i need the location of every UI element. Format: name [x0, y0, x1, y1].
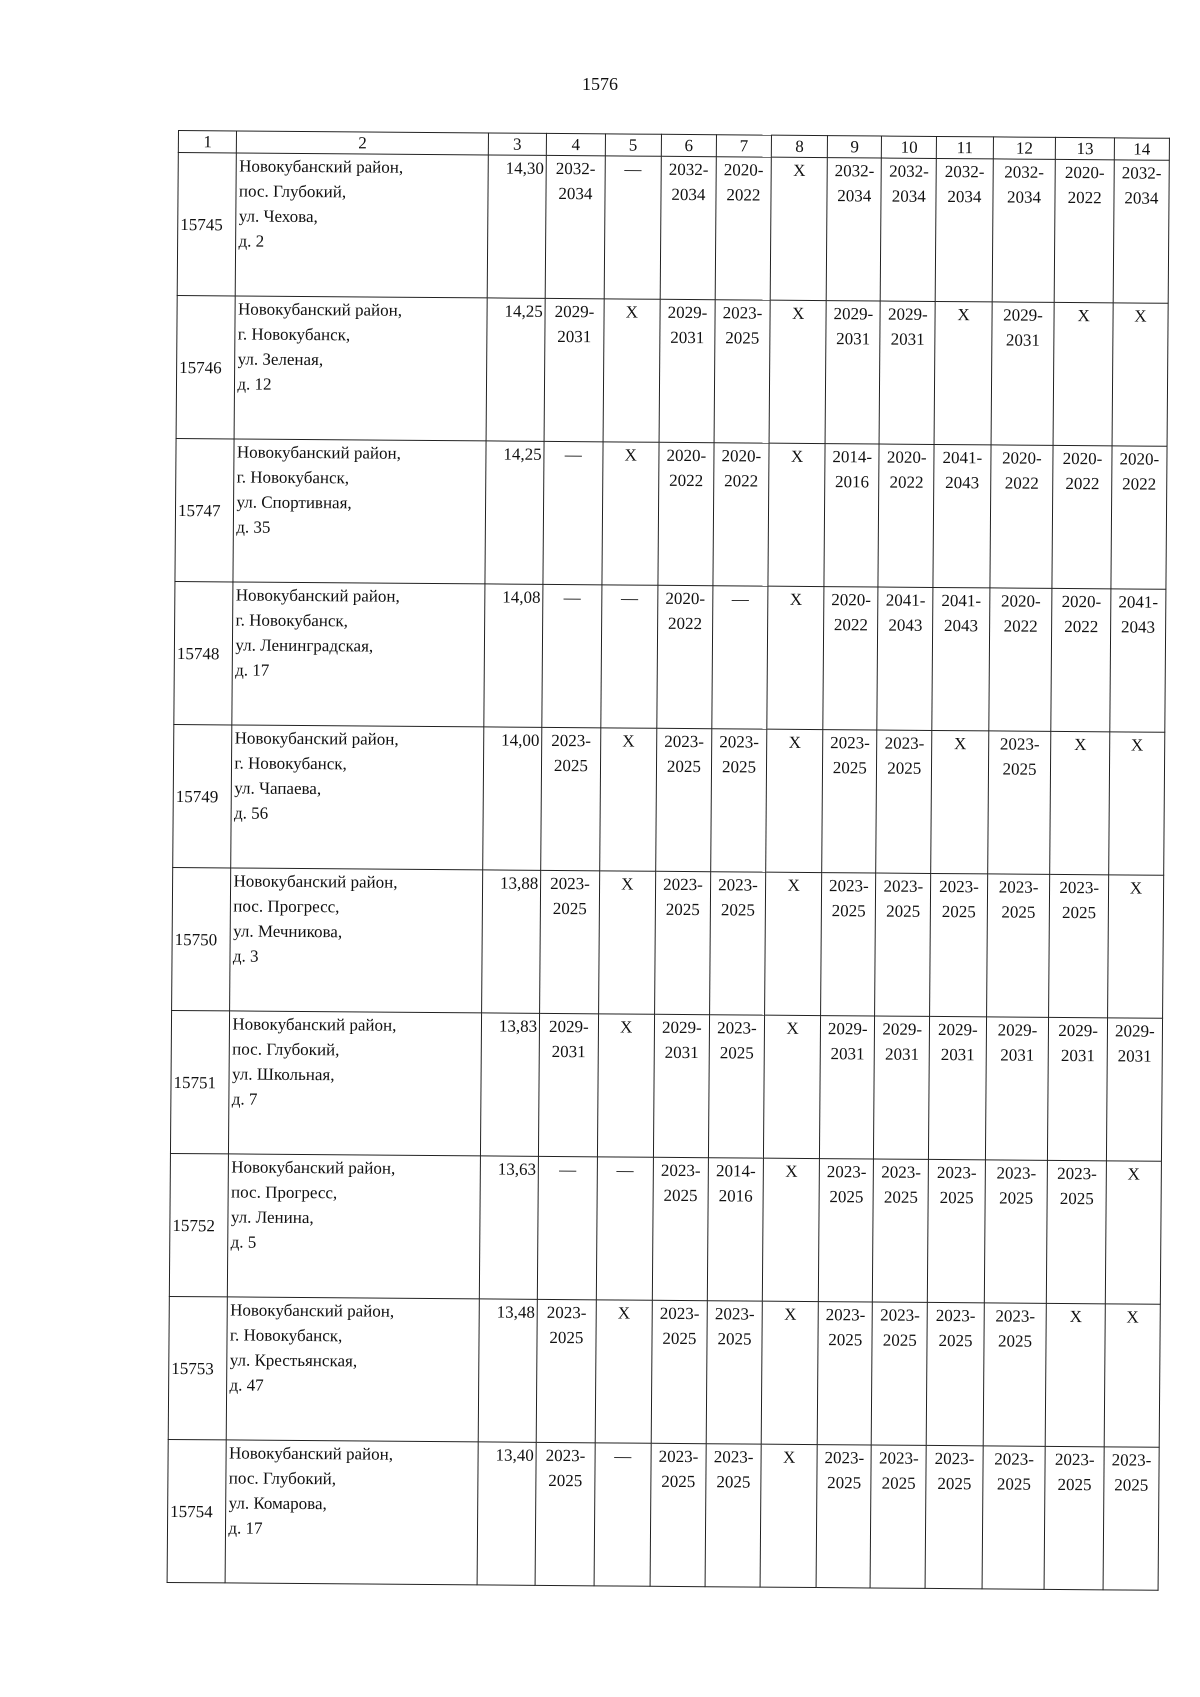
- period-cell-col-4: —: [543, 441, 603, 584]
- period-cell-col-7: 2023- 2025: [706, 1301, 762, 1444]
- address-line: ул. Ленинградская,: [235, 635, 374, 656]
- period-cell-col-10: 2041- 2043: [877, 587, 933, 730]
- period-cell-col-11: X: [931, 730, 988, 873]
- value-cell: 13,88: [481, 870, 541, 1013]
- period-cell-col-11: 2041- 2043: [933, 444, 990, 587]
- column-header-8: 8: [771, 135, 827, 157]
- period-cell-col-14: 2020- 2022: [1111, 446, 1167, 589]
- value-cell: 14,25: [485, 441, 545, 584]
- address-line: Новокубанский район,: [236, 442, 401, 463]
- period-cell-col-7: 2023- 2025: [714, 300, 770, 443]
- period-cell-col-12: 2020- 2022: [988, 588, 1052, 731]
- address-line: ул. Зеленая,: [237, 349, 324, 370]
- period-cell-col-5: X: [599, 728, 656, 871]
- period-cell-col-12: 2020- 2022: [990, 445, 1054, 588]
- period-cell-col-13: 2023- 2025: [1044, 1446, 1104, 1589]
- table-row: [175, 438, 1167, 589]
- period-cell-col-9: 2029- 2031: [820, 1016, 875, 1159]
- address-line: пос. Глубокий,: [238, 181, 347, 202]
- table-row: [177, 153, 1169, 304]
- period-cell-col-4: 2023- 2025: [540, 870, 600, 1013]
- period-cell-col-8: X: [770, 157, 827, 300]
- table-row: [168, 1296, 1160, 1447]
- period-cell-col-4: 2023- 2025: [536, 1299, 596, 1442]
- column-header-5: 5: [605, 134, 661, 156]
- address-line: д. 56: [233, 803, 269, 823]
- address-line: ул. Чехова,: [238, 206, 318, 227]
- column-header-2: 2: [237, 131, 488, 155]
- period-cell-col-6: 2023- 2025: [656, 728, 712, 871]
- address-cell: [230, 868, 482, 1013]
- period-cell-col-5: X: [598, 871, 655, 1014]
- period-cell-col-10: 2020- 2022: [878, 444, 934, 587]
- address-line: г. Новокубанск,: [229, 1325, 343, 1346]
- page-number: 1576: [582, 74, 618, 94]
- period-cell-col-12: 2023- 2025: [983, 1303, 1047, 1446]
- address-line: д. 3: [232, 946, 259, 966]
- period-cell-col-11: 2032- 2034: [936, 158, 993, 301]
- address-line: ул. Крестьянская,: [229, 1350, 358, 1371]
- address-cell: [232, 582, 484, 727]
- address-line: пос. Прогресс,: [233, 896, 340, 917]
- period-cell-col-6: 2023- 2025: [650, 1443, 706, 1586]
- value-cell: 14,25: [486, 298, 546, 441]
- period-cell-col-7: 2020- 2022: [715, 157, 771, 300]
- period-cell-col-7: —: [712, 586, 768, 729]
- period-cell-col-12: 2023- 2025: [987, 731, 1051, 874]
- period-cell-col-14: X: [1105, 1161, 1161, 1304]
- record-number: 15749: [173, 724, 233, 867]
- record-number: 15747: [175, 438, 235, 581]
- period-cell-col-11: 2023- 2025: [928, 1159, 985, 1302]
- period-cell-col-9: 2032- 2034: [826, 158, 881, 301]
- address-line: г. Новокубанск,: [236, 467, 350, 488]
- address-line: д. 35: [236, 517, 271, 537]
- period-cell-col-12: 2029- 2031: [985, 1017, 1049, 1160]
- period-cell-col-13: 2020- 2022: [1051, 588, 1111, 731]
- period-cell-col-12: 2023- 2025: [984, 1160, 1048, 1303]
- record-number: 15753: [168, 1296, 228, 1439]
- period-cell-col-7: 2023- 2025: [711, 729, 767, 872]
- column-header-9: 9: [828, 136, 882, 158]
- period-cell-col-8: X: [763, 1015, 820, 1158]
- period-cell-col-6: 2020- 2022: [657, 585, 713, 728]
- period-cell-col-8: X: [767, 586, 824, 729]
- address-line: Новокубанский район,: [231, 1157, 396, 1178]
- period-cell-col-11: 2041- 2043: [932, 587, 989, 730]
- period-cell-col-5: —: [604, 156, 661, 299]
- table-row: [174, 581, 1166, 732]
- period-cell-col-9: 2023- 2025: [816, 1445, 871, 1588]
- period-cell-col-7: 2020- 2022: [713, 443, 769, 586]
- value-cell: 14,08: [484, 584, 544, 727]
- record-number: 15748: [174, 581, 234, 724]
- period-cell-col-6: 2029- 2031: [653, 1014, 709, 1157]
- period-cell-col-6: 2023- 2025: [651, 1300, 707, 1443]
- period-cell-col-13: 2020- 2022: [1052, 445, 1112, 588]
- period-cell-col-10: 2023- 2025: [873, 1159, 929, 1302]
- column-header-11: 11: [937, 136, 993, 158]
- table-row: [173, 724, 1165, 875]
- period-cell-col-14: 2029- 2031: [1106, 1018, 1162, 1161]
- address-line: Новокубанский район,: [234, 728, 399, 749]
- address-line: Новокубанский район,: [233, 871, 398, 892]
- period-cell-col-12: 2032- 2034: [992, 159, 1056, 302]
- address-line: ул. Школьная,: [231, 1064, 335, 1085]
- period-cell-col-11: 2023- 2025: [925, 1445, 982, 1588]
- period-cell-col-5: —: [600, 585, 657, 728]
- period-cell-col-6: 2023- 2025: [654, 871, 710, 1014]
- address-cell: [236, 153, 488, 298]
- address-line: г. Новокубанск,: [237, 324, 351, 345]
- address-line: ул. Чапаева,: [234, 778, 322, 799]
- period-cell-col-10: 2029- 2031: [879, 301, 935, 444]
- period-cell-col-4: 2029- 2031: [539, 1013, 599, 1156]
- period-cell-col-7: 2023- 2025: [709, 872, 765, 1015]
- record-number: 15752: [169, 1153, 229, 1296]
- address-line: Новокубанский район,: [230, 1300, 395, 1321]
- table-row: [169, 1153, 1161, 1304]
- period-cell-col-10: 2023- 2025: [870, 1445, 926, 1588]
- record-number: 15754: [167, 1439, 227, 1582]
- address-line: д. 17: [235, 660, 270, 680]
- address-line: пос. Глубокий,: [232, 1039, 340, 1060]
- period-cell-col-4: 2023- 2025: [541, 727, 601, 870]
- registry-table: [167, 130, 1170, 1591]
- period-cell-col-13: 2023- 2025: [1049, 874, 1109, 1017]
- address-line: г. Новокубанск,: [234, 753, 347, 774]
- address-line: ул. Ленина,: [230, 1207, 314, 1228]
- address-line: Новокубанский район,: [228, 1443, 394, 1464]
- period-cell-col-11: 2023- 2025: [930, 873, 987, 1016]
- address-line: пос. Глубокий,: [228, 1468, 337, 1489]
- period-cell-col-6: 2023- 2025: [652, 1157, 708, 1300]
- period-cell-col-12: 2023- 2025: [986, 874, 1050, 1017]
- period-cell-col-9: 2023- 2025: [821, 873, 876, 1016]
- period-cell-col-7: 2023- 2025: [708, 1015, 764, 1158]
- record-number: 15750: [172, 867, 232, 1010]
- address-line: Новокубанский район,: [232, 1014, 397, 1035]
- period-cell-col-10: 2029- 2031: [874, 1016, 930, 1159]
- period-cell-col-8: X: [765, 872, 822, 1015]
- period-cell-col-8: X: [762, 1158, 819, 1301]
- column-header-4: 4: [546, 133, 605, 155]
- period-cell-col-8: X: [769, 300, 826, 443]
- period-cell-col-8: X: [766, 729, 823, 872]
- column-header-12: 12: [993, 137, 1056, 159]
- value-cell: 14,30: [487, 155, 547, 298]
- period-cell-col-14: X: [1109, 732, 1165, 875]
- period-cell-col-9: 2023- 2025: [822, 730, 877, 873]
- period-cell-col-10: 2023- 2025: [876, 730, 932, 873]
- period-cell-col-6: 2032- 2034: [660, 156, 716, 299]
- value-cell: 14,00: [482, 727, 542, 870]
- period-cell-col-10: 2023- 2025: [875, 873, 931, 1016]
- period-cell-col-14: X: [1104, 1304, 1160, 1447]
- period-cell-col-9: 2029- 2031: [825, 301, 880, 444]
- column-header-13: 13: [1056, 137, 1115, 159]
- period-cell-col-5: X: [597, 1014, 654, 1157]
- period-cell-col-9: 2014- 2016: [824, 444, 879, 587]
- period-cell-col-12: 2023- 2025: [982, 1446, 1046, 1589]
- period-cell-col-7: 2014- 2016: [707, 1158, 763, 1301]
- address-line: д. 47: [229, 1375, 264, 1395]
- period-cell-col-14: 2041- 2043: [1110, 589, 1166, 732]
- address-line: г. Новокубанск,: [235, 610, 349, 631]
- period-cell-col-4: 2032- 2034: [545, 155, 605, 298]
- period-cell-col-14: 2032- 2034: [1113, 160, 1169, 303]
- address-line: Новокубанский район,: [239, 156, 404, 177]
- period-cell-col-13: X: [1046, 1303, 1106, 1446]
- address-cell: [226, 1440, 478, 1585]
- period-cell-col-10: 2023- 2025: [871, 1302, 927, 1445]
- period-cell-col-8: X: [768, 443, 825, 586]
- period-cell-col-11: 2029- 2031: [929, 1016, 986, 1159]
- address-line: д. 12: [237, 374, 272, 394]
- address-line: д. 17: [228, 1518, 263, 1538]
- column-header-6: 6: [661, 134, 716, 156]
- address-cell: [229, 1011, 481, 1156]
- period-cell-col-9: 2023- 2025: [819, 1159, 874, 1302]
- period-cell-col-14: X: [1107, 875, 1163, 1018]
- period-cell-col-4: —: [537, 1156, 597, 1299]
- address-line: ул. Комарова,: [228, 1493, 327, 1514]
- address-line: ул. Мечникова,: [233, 921, 343, 942]
- period-cell-col-13: X: [1053, 302, 1113, 445]
- table-body: [167, 153, 1169, 1591]
- period-cell-col-12: 2029- 2031: [991, 302, 1055, 445]
- period-cell-col-7: 2023- 2025: [705, 1444, 761, 1587]
- address-line: Новокубанский район,: [237, 299, 403, 320]
- period-cell-col-13: X: [1050, 731, 1110, 874]
- address-cell: [228, 1154, 480, 1299]
- period-cell-col-14: X: [1112, 303, 1168, 446]
- address-line: д. 7: [231, 1089, 258, 1109]
- period-cell-col-9: 2023- 2025: [817, 1302, 872, 1445]
- period-cell-col-8: X: [760, 1444, 817, 1587]
- period-cell-col-6: 2029- 2031: [659, 299, 715, 442]
- address-cell: [231, 725, 483, 870]
- period-cell-col-11: X: [934, 301, 991, 444]
- period-cell-col-5: —: [594, 1443, 651, 1586]
- period-cell-col-5: —: [596, 1157, 653, 1300]
- column-header-1: 1: [178, 131, 237, 153]
- address-line: ул. Спортивная,: [236, 492, 352, 513]
- address-cell: [234, 296, 486, 441]
- column-header-10: 10: [882, 136, 937, 158]
- period-cell-col-5: X: [602, 442, 659, 585]
- table-row: [172, 867, 1164, 1018]
- period-cell-col-11: 2023- 2025: [927, 1302, 984, 1445]
- table-row: [176, 295, 1168, 446]
- period-cell-col-5: X: [595, 1300, 652, 1443]
- address-line: д. 2: [238, 231, 265, 251]
- value-cell: 13,63: [479, 1156, 539, 1299]
- value-cell: 13,83: [480, 1013, 540, 1156]
- record-number: 15746: [176, 295, 236, 438]
- address-cell: [233, 439, 485, 584]
- table-row: [170, 1010, 1162, 1161]
- column-header-7: 7: [716, 135, 771, 157]
- address-line: д. 5: [230, 1232, 257, 1252]
- value-cell: 13,40: [477, 1442, 537, 1585]
- address-cell: [227, 1297, 479, 1442]
- period-cell-col-8: X: [761, 1301, 818, 1444]
- address-line: пос. Прогресс,: [231, 1182, 338, 1203]
- period-cell-col-13: 2020- 2022: [1055, 159, 1115, 302]
- period-cell-col-9: 2020- 2022: [823, 587, 878, 730]
- period-cell-col-14: 2023- 2025: [1103, 1447, 1159, 1590]
- address-line: Новокубанский район,: [235, 585, 400, 606]
- period-cell-col-5: X: [603, 299, 660, 442]
- column-header-14: 14: [1114, 138, 1169, 160]
- value-cell: 13,48: [478, 1299, 538, 1442]
- period-cell-col-10: 2032- 2034: [880, 158, 936, 301]
- period-cell-col-4: —: [542, 584, 602, 727]
- column-header-3: 3: [488, 133, 547, 155]
- period-cell-col-4: 2029- 2031: [544, 298, 604, 441]
- record-number: 15751: [170, 1010, 230, 1153]
- period-cell-col-6: 2020- 2022: [658, 442, 714, 585]
- period-cell-col-13: 2029- 2031: [1048, 1017, 1108, 1160]
- record-number: 15745: [177, 153, 237, 296]
- table-row: [167, 1439, 1159, 1590]
- period-cell-col-13: 2023- 2025: [1047, 1160, 1107, 1303]
- period-cell-col-4: 2023- 2025: [535, 1442, 595, 1585]
